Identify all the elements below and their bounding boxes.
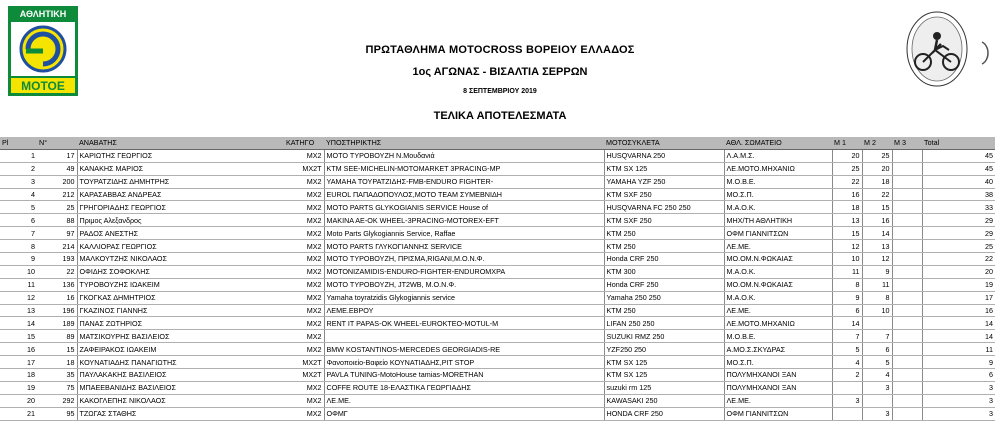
cell-club: ΜΟ.ΟΜ.Ν.ΦΩΚΑΙΑΣ	[724, 253, 832, 266]
cell-pl: 19	[0, 381, 37, 394]
cell-club: ΛΕ.ΜΕ.	[724, 240, 832, 253]
cell-rider: ΠΑΥΛΑΚΑΚΗΣ ΒΑΣΙΛΕΙΟΣ	[77, 369, 284, 382]
cell-bike: KAWASAKI 250	[604, 394, 724, 407]
cell-bike: KTM 250	[604, 304, 724, 317]
cell-no: 16	[37, 291, 77, 304]
cell-m1: 3	[832, 394, 862, 407]
cell-pl: 18	[0, 369, 37, 382]
col-header-m3: Μ 3	[892, 137, 922, 149]
col-header-m2: Μ 2	[862, 137, 892, 149]
cell-total: 38	[922, 188, 995, 201]
cell-sponsor: MOTONIZAMIDIS-ENDURO-FIGHTER-ENDUROMXPA	[324, 265, 604, 278]
cell-m2: 15	[862, 201, 892, 214]
cell-rider: ΚΑΡΑΣΑΒΒΑΣ ΑΝΔΡΕΑΣ	[77, 188, 284, 201]
cell-m3	[892, 240, 922, 253]
table-row	[0, 394, 995, 407]
col-header-sponsor: ΥΠΟΣΤΗΡΙΚΤΗΣ	[324, 137, 604, 149]
col-header-rider: ΑΝΑΒΑΤΗΣ	[77, 137, 284, 149]
cell-category: MX2	[284, 291, 324, 304]
cell-category: MX2	[284, 214, 324, 227]
cell-club: ΜΗΧ/ΤΗ ΑΘΛΗΤΙΚΗ	[724, 214, 832, 227]
cell-rider: ΜΑΛΚΟΥΤΖΗΣ ΝΙΚΟΛΑΟΣ	[77, 253, 284, 266]
cell-m1: 25	[832, 162, 862, 175]
cell-pl: 7	[0, 227, 37, 240]
cell-m1: 18	[832, 201, 862, 214]
cell-m2: 25	[862, 149, 892, 162]
cell-pl: 10	[0, 265, 37, 278]
cell-no: 193	[37, 253, 77, 266]
cell-m3	[892, 227, 922, 240]
cell-category: MX2T	[284, 162, 324, 175]
cell-m2: 22	[862, 188, 892, 201]
cell-pl: 3	[0, 175, 37, 188]
cell-m1: 2	[832, 369, 862, 382]
cell-m2: 18	[862, 175, 892, 188]
cell-bike: Honda CRF 250	[604, 278, 724, 291]
cell-m3	[892, 304, 922, 317]
cell-bike: Honda CRF 250	[604, 253, 724, 266]
cell-sponsor: COFFE ROUTE 18-ΕΛΑΣΤΙΚΑ ΓΕΩΡΓΙΑΔΗΣ	[324, 381, 604, 394]
cell-category: MX2	[284, 201, 324, 214]
table-row	[0, 227, 995, 240]
cell-m3	[892, 381, 922, 394]
cell-m1: 14	[832, 317, 862, 330]
cell-sponsor: RENT IT PAPAS-OK WHEEL-EUROKTEO-MOTUL-M	[324, 317, 604, 330]
cell-pl: 17	[0, 356, 37, 369]
cell-club: Α.ΜΟ.Σ.ΣΚΥΔΡΑΣ	[724, 343, 832, 356]
cell-club: ΟΦΜ ΓΙΑΝΝΙΤΣΩΝ	[724, 227, 832, 240]
cell-no: 196	[37, 304, 77, 317]
table-row	[0, 162, 995, 175]
cell-total: 3	[922, 381, 995, 394]
table-row	[0, 188, 995, 201]
cell-bike: YZF250 250	[604, 343, 724, 356]
cell-m2: 14	[862, 227, 892, 240]
cell-bike: KTM SX 125	[604, 356, 724, 369]
cell-no: 75	[37, 381, 77, 394]
cell-m3	[892, 278, 922, 291]
cell-total: 45	[922, 162, 995, 175]
cell-m1: 11	[832, 265, 862, 278]
table-row	[0, 381, 995, 394]
cell-rider: ΚΟΥΝΑΤΙΑΔΗΣ ΠΑΝΑΓΙΩΤΗΣ	[77, 356, 284, 369]
cell-bike: KTM SXF 250	[604, 188, 724, 201]
table-row	[0, 291, 995, 304]
cell-m3	[892, 162, 922, 175]
cell-pl: 6	[0, 214, 37, 227]
table-row	[0, 149, 995, 162]
cell-no: 22	[37, 265, 77, 278]
race-date: 8 ΣΕΠΤΕΜΒΡΙΟΥ 2019	[463, 88, 537, 95]
cell-sponsor	[324, 330, 604, 343]
col-header-club: ΑΘΛ. ΣΩΜΑΤΕΙΟ	[724, 137, 832, 149]
cell-m3	[892, 343, 922, 356]
cell-m2: 4	[862, 369, 892, 382]
cell-sponsor: MOTO PARTS ΓΛΥΚΟΓΙΑΝΝΗΣ SERVICE	[324, 240, 604, 253]
cell-bike: HUSQVARNA 250	[604, 149, 724, 162]
cell-m2: 12	[862, 253, 892, 266]
cell-m2: 11	[862, 278, 892, 291]
cell-no: 25	[37, 201, 77, 214]
cell-sponsor: ΛΕΜΕ.ΕΒΡΟΥ	[324, 304, 604, 317]
cell-pl: 5	[0, 201, 37, 214]
cell-sponsor: PAVLA TUNING-MotoHouse tamias-MORETHAN	[324, 369, 604, 382]
cell-m1: 6	[832, 304, 862, 317]
cell-m1: 9	[832, 291, 862, 304]
cell-no: 15	[37, 343, 77, 356]
cell-pl: 9	[0, 253, 37, 266]
col-header-category: ΚΑΤΗΓΟ	[284, 137, 324, 149]
cell-rider: Πριμος Αλεξανδρος	[77, 214, 284, 227]
cell-total: 19	[922, 278, 995, 291]
cell-rider: ΜΠΑΕΕΒΑΝΙΔΗΣ ΒΑΣΙΛΕΙΟΣ	[77, 381, 284, 394]
cell-rider: ΚΑΝΑΚΗΣ ΜΑΡΙΟΣ	[77, 162, 284, 175]
cell-m3	[892, 394, 922, 407]
cell-m3	[892, 407, 922, 420]
table-row	[0, 240, 995, 253]
cell-category: MX2	[284, 188, 324, 201]
cell-pl: 4	[0, 188, 37, 201]
cell-m2	[862, 317, 892, 330]
cell-m3	[892, 201, 922, 214]
cell-no: 212	[37, 188, 77, 201]
cell-pl: 20	[0, 394, 37, 407]
cell-bike: suzuki rm 125	[604, 381, 724, 394]
cell-sponsor: Yamaha toyratzidis Glykogiannis service	[324, 291, 604, 304]
cell-pl: 15	[0, 330, 37, 343]
cell-no: 18	[37, 356, 77, 369]
cell-category: MX2	[284, 253, 324, 266]
cell-rider: ΜΑΤΣΙΚΟΥΡΗΣ ΒΑΣΙΛΕΙΟΣ	[77, 330, 284, 343]
cell-club: ΛΕ.ΜΟΤΟ.ΜΗΧΑΝΙΩ	[724, 162, 832, 175]
table-row	[0, 214, 995, 227]
cell-sponsor: YAMAHA ΤΟΥΡΑΤΖΙΔΗΣ-FMB-ENDURO FIGHTER-	[324, 175, 604, 188]
cell-club: ΜΟ.Σ.Π.	[724, 188, 832, 201]
cell-m2: 8	[862, 291, 892, 304]
cell-total: 45	[922, 149, 995, 162]
cell-no: 200	[37, 175, 77, 188]
cell-no: 97	[37, 227, 77, 240]
cell-m2: 16	[862, 214, 892, 227]
cell-m1: 22	[832, 175, 862, 188]
cell-club: ΠΟΛΥΜΗΧΑΝΟΙ ΞΑΝ	[724, 369, 832, 382]
logo-top-text: ΑΘΛΗΤΙΚΗ	[19, 9, 67, 19]
cell-total: 14	[922, 330, 995, 343]
cell-bike: KTM 300	[604, 265, 724, 278]
cell-sponsor: MOTO ΤΥΡΟΒΟΥΖΗ, ΠΡΙΣΜΑ,RIGANI,Μ.Ο.Ν.Φ.	[324, 253, 604, 266]
cell-club: ΛΕ.ΜΕ.	[724, 304, 832, 317]
cell-category: MX2	[284, 381, 324, 394]
cell-m3	[892, 149, 922, 162]
cell-bike: KTM SXF 250	[604, 214, 724, 227]
cell-sponsor: MOTO ΤΥΡΟΒΟΥΖΗ, JT2WB, Μ.Ο.Ν.Φ.	[324, 278, 604, 291]
cell-sponsor: MAKINA AE-OK WHEEL-3PRACING-MOTOREX-EFT	[324, 214, 604, 227]
cell-sponsor: BMW KOSTANTINOS-MERCEDES GEORGIADIS-RE	[324, 343, 604, 356]
cell-total: 9	[922, 356, 995, 369]
cell-rider: ΡΑΔΟΣ ΑΝΕΣΤΗΣ	[77, 227, 284, 240]
cell-bike: YAMAHA YZF 250	[604, 175, 724, 188]
cell-sponsor: Φανοποιείο-Βαφείο ΚΟΥΝΑΤΙΑΔΗΣ,PIT STOP	[324, 356, 604, 369]
cell-total: 11	[922, 343, 995, 356]
cell-club: ΜΟ.Σ.Π.	[724, 356, 832, 369]
cell-club: ΜΟ.ΟΜ.Ν.ΦΩΚΑΙΑΣ	[724, 278, 832, 291]
cell-m1: 10	[832, 253, 862, 266]
cell-total: 25	[922, 240, 995, 253]
cell-m3	[892, 369, 922, 382]
cell-category: MX2T	[284, 369, 324, 382]
cell-m1: 15	[832, 227, 862, 240]
cell-total: 33	[922, 201, 995, 214]
cell-m2	[862, 394, 892, 407]
cell-pl: 16	[0, 343, 37, 356]
cell-pl: 8	[0, 240, 37, 253]
results-table	[0, 137, 995, 421]
table-header-row	[0, 137, 995, 149]
cell-pl: 12	[0, 291, 37, 304]
cell-sponsor: MOTO ΤΥΡΟΒΟΥΖΗ Ν.Μουδανιά	[324, 149, 604, 162]
cell-total: 29	[922, 214, 995, 227]
cell-pl: 13	[0, 304, 37, 317]
cell-no: 35	[37, 369, 77, 382]
cell-category: MX2	[284, 330, 324, 343]
table-row	[0, 175, 995, 188]
table-row	[0, 330, 995, 343]
cell-m1: 16	[832, 188, 862, 201]
cell-total: 17	[922, 291, 995, 304]
cell-total: 22	[922, 253, 995, 266]
cell-category: MX2	[284, 240, 324, 253]
cell-rider: ΤΖΩΓΑΣ ΣΤΑΘΗΣ	[77, 407, 284, 420]
cell-category: MX2	[284, 317, 324, 330]
cell-category: MX2	[284, 227, 324, 240]
cell-sponsor: EUROL ΠΑΠΑΔΟΠΟΥΛΟΣ,MOTO TEAM ΣΥΜΕΒΝΙΔΗ	[324, 188, 604, 201]
cell-m3	[892, 214, 922, 227]
championship-title: ΠΡΩΤΑΘΛΗΜΑ MOTOCROSS ΒΟΡΕΙΟΥ ΕΛΛΑΔΟΣ	[365, 44, 635, 56]
cell-rider: ΚΑΡΙΩΤΗΣ ΓΕΩΡΓΙΟΣ	[77, 149, 284, 162]
cell-rider: ΤΥΡΟΒΟΥΖΗΣ ΙΩΑΚΕΙΜ	[77, 278, 284, 291]
cell-no: 88	[37, 214, 77, 227]
cell-sponsor: ΛΕ.ΜΕ.	[324, 394, 604, 407]
cell-pl: 21	[0, 407, 37, 420]
cell-no: 292	[37, 394, 77, 407]
cell-m3	[892, 253, 922, 266]
cell-rider: ΓΚΑΖΙΝΟΣ ΓΙΑΝΝΗΣ	[77, 304, 284, 317]
cell-rider: ΓΡΗΓΟΡΙΑΔΗΣ ΓΕΩΡΓΙΟΣ	[77, 201, 284, 214]
table-row	[0, 356, 995, 369]
results-body	[0, 149, 995, 420]
cell-m1: 8	[832, 278, 862, 291]
cell-total: 16	[922, 304, 995, 317]
cell-m2: 13	[862, 240, 892, 253]
cell-rider: ΖΑΦΕΙΡΑΚΟΣ ΙΩΑΚΕΙΜ	[77, 343, 284, 356]
table-row	[0, 265, 995, 278]
cell-sponsor: ΟΦΜΓ	[324, 407, 604, 420]
col-header-m1: Μ 1	[832, 137, 862, 149]
cell-m2: 3	[862, 381, 892, 394]
cell-m1: 13	[832, 214, 862, 227]
final-results-heading: ΤΕΛΙΚΑ ΑΠΟΤΕΛΕΣΜΑΤΑ	[433, 110, 567, 122]
cell-club: ΟΦΜ ΓΙΑΝΝΙΤΣΩΝ	[724, 407, 832, 420]
cell-club: Λ.Α.Μ.Σ.	[724, 149, 832, 162]
cell-m3	[892, 291, 922, 304]
table-row	[0, 369, 995, 382]
cell-pl: 1	[0, 149, 37, 162]
logo-bottom-text: MOTOE	[21, 79, 65, 93]
cell-m3	[892, 356, 922, 369]
cell-club: Μ.Ο.Β.Ε.	[724, 330, 832, 343]
cell-total: 3	[922, 407, 995, 420]
cell-bike: SUZUKI RMZ 250	[604, 330, 724, 343]
cell-category: MX2	[284, 265, 324, 278]
cell-m1: 4	[832, 356, 862, 369]
cell-bike: Yamaha 250 250	[604, 291, 724, 304]
cell-total: 29	[922, 227, 995, 240]
cell-no: 214	[37, 240, 77, 253]
cell-sponsor: Moto Parts Glykogiannis Service, Raffae	[324, 227, 604, 240]
cell-sponsor: MOTO PARTS GLYKOGIANIS SERVICE House of	[324, 201, 604, 214]
cell-m1	[832, 407, 862, 420]
cell-m3	[892, 265, 922, 278]
table-row	[0, 304, 995, 317]
cell-m3	[892, 175, 922, 188]
cell-club: Μ.Α.Ο.Κ.	[724, 291, 832, 304]
cell-m1: 12	[832, 240, 862, 253]
cell-bike: KTM SX 125	[604, 162, 724, 175]
cell-m2: 7	[862, 330, 892, 343]
col-header-bike: ΜΟΤΟΣΥΚΛΕΤΑ	[604, 137, 724, 149]
cell-pl: 14	[0, 317, 37, 330]
cell-total: 14	[922, 317, 995, 330]
cell-pl: 11	[0, 278, 37, 291]
cell-club: Μ.Α.Ο.Κ.	[724, 265, 832, 278]
cell-club: ΛΕ.ΜΟΤΟ.ΜΗΧΑΝΙΩ	[724, 317, 832, 330]
cell-rider: ΚΑΚΟΓΛΕΠΗΣ ΝΙΚΟΛΑΟΣ	[77, 394, 284, 407]
cell-bike: HUSQVARNA FC 250 250	[604, 201, 724, 214]
cell-category: MX2	[284, 149, 324, 162]
cell-category: MX2	[284, 394, 324, 407]
race-subtitle: 1ος ΑΓΩΝΑΣ - ΒΙΣΑΛΤΙΑ ΣΕΡΡΩΝ	[412, 66, 588, 78]
table-row	[0, 317, 995, 330]
cell-category: MX2	[284, 175, 324, 188]
cell-m2: 5	[862, 356, 892, 369]
cell-no: 17	[37, 149, 77, 162]
cell-bike: KTM SX 125	[604, 369, 724, 382]
cell-bike: KTM 250	[604, 227, 724, 240]
cell-m1: 20	[832, 149, 862, 162]
cell-m1: 7	[832, 330, 862, 343]
cell-total: 40	[922, 175, 995, 188]
cell-rider: ΚΑΛΛΙΟΡΑΣ ΓΕΩΡΓΙΟΣ	[77, 240, 284, 253]
col-header-total: Total	[922, 137, 995, 149]
cell-m2: 20	[862, 162, 892, 175]
cell-m2: 10	[862, 304, 892, 317]
table-row	[0, 201, 995, 214]
cell-m1: 5	[832, 343, 862, 356]
cell-m1	[832, 381, 862, 394]
table-row	[0, 343, 995, 356]
cell-pl: 2	[0, 162, 37, 175]
cell-no: 136	[37, 278, 77, 291]
cell-rider: ΤΟΥΡΑΤΖΙΔΗΣ ΔΗΜΗΤΡΗΣ	[77, 175, 284, 188]
cell-category: MX2	[284, 304, 324, 317]
table-row	[0, 407, 995, 420]
cell-no: 89	[37, 330, 77, 343]
cell-club: Μ.Ο.Β.Ε.	[724, 175, 832, 188]
cell-m3	[892, 330, 922, 343]
cell-club: ΛΕ.ΜΕ.	[724, 394, 832, 407]
cell-bike: HONDA CRF 250	[604, 407, 724, 420]
cell-rider: ΓΚΟΓΚΑΣ ΔΗΜΗΤΡΙΟΣ	[77, 291, 284, 304]
cell-m3	[892, 188, 922, 201]
cell-no: 189	[37, 317, 77, 330]
cell-rider: ΠΑΝΑΣ ΖΩΤΗΡΙΟΣ	[77, 317, 284, 330]
cell-club: Μ.Α.Ο.Κ.	[724, 201, 832, 214]
cell-category: MX2	[284, 343, 324, 356]
cell-category: MX2T	[284, 356, 324, 369]
cell-no: 49	[37, 162, 77, 175]
cell-rider: ΟΦΙΔΗΣ ΣΟΦΟΚΛΗΣ	[77, 265, 284, 278]
cell-m3	[892, 317, 922, 330]
cell-total: 6	[922, 369, 995, 382]
cell-club: ΠΟΛΥΜΗΧΑΝΟΙ ΞΑΝ	[724, 381, 832, 394]
cell-bike: KTM 250	[604, 240, 724, 253]
cell-category: MX2	[284, 407, 324, 420]
cell-m2: 3	[862, 407, 892, 420]
col-header-pl: Pl	[0, 137, 37, 149]
cell-bike: LIFAN 250 250	[604, 317, 724, 330]
cell-total: 3	[922, 394, 995, 407]
cell-category: MX2	[284, 278, 324, 291]
cell-no: 95	[37, 407, 77, 420]
table-row	[0, 253, 995, 266]
table-row	[0, 278, 995, 291]
col-header-number: N°	[37, 137, 77, 149]
cell-m2: 6	[862, 343, 892, 356]
cell-m2: 9	[862, 265, 892, 278]
cell-sponsor: KTM SEE-MICHELIN-MOTOMARKET 3PRACING-MP	[324, 162, 604, 175]
cell-total: 20	[922, 265, 995, 278]
